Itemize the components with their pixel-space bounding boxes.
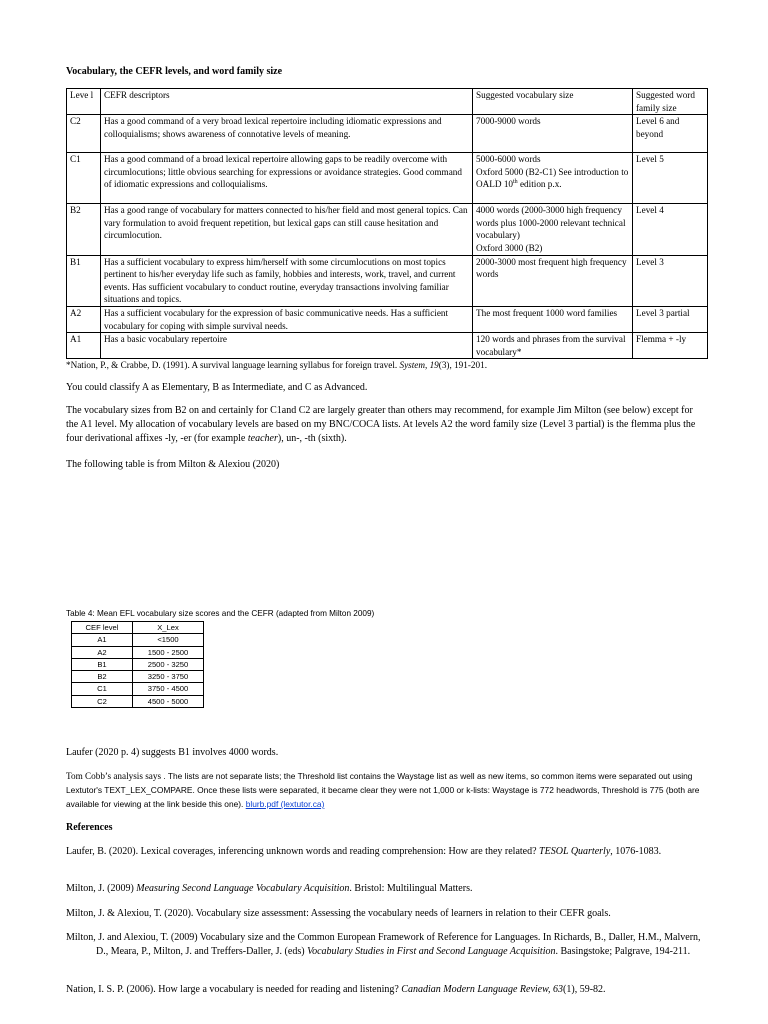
reference-text: Milton, J. and Alexiou, T. (2009) Vocabulary size and the Common European Framework of Reference for Languages. In Richards, B., Daller, H.M., Malvern, D., Meara, P., Milton, J. and Treffers-Daller, J. (eds) xyxy=(66,932,701,957)
table-row xyxy=(72,695,204,707)
reference-title: Vocabulary Studies in First and Second Language Acquisition xyxy=(307,945,556,957)
reference-title: Canadian Modern Language Review, 63 xyxy=(401,984,564,995)
level-cell: B2 xyxy=(67,204,101,255)
level-cell: A1 xyxy=(72,634,133,646)
blurb-link[interactable]: blurb.pdf (lextutor.ca) xyxy=(245,799,325,809)
value-cell: 1500 - 2500 xyxy=(133,646,204,658)
document-title: Vocabulary, the CEFR levels, and word family size xyxy=(66,66,283,77)
level-cell: C2 xyxy=(72,695,133,707)
family-cell: Level 6 and beyond xyxy=(633,115,708,153)
reference-text: . Bristol: Multilingual Matters. xyxy=(349,883,473,894)
paragraph-text: Tom Cobb’s analysis says xyxy=(66,771,164,781)
reference-title: TESOL Quarterly xyxy=(539,846,611,857)
level-cell: C1 xyxy=(67,153,101,204)
level-cell: C2 xyxy=(67,115,101,153)
family-cell: Level 3 partial xyxy=(633,306,708,332)
reference-item xyxy=(66,907,706,921)
value-cell: 3750 - 4500 xyxy=(133,683,204,695)
level-cell: A1 xyxy=(67,333,101,359)
table-header-row xyxy=(67,89,708,115)
family-cell: Level 3 xyxy=(633,255,708,306)
table-row xyxy=(67,306,708,332)
value-cell: 4500 - 5000 xyxy=(133,695,204,707)
table-row xyxy=(67,204,708,255)
vocab-cell xyxy=(473,153,633,204)
reference-text: Milton, J. & Alexiou, T. (2020). Vocabulary size assessment: Assessing the vocabulary needs of learners in relation to their CEFR goals. xyxy=(66,908,611,919)
table-row xyxy=(67,333,708,359)
descriptor-cell: Has a good range of vocabulary for matters connected to his/her field and most general topics. Can vary formulation to avoid frequent repetition, but lexical gaps can still cause hesitation and circumlocution. xyxy=(101,204,473,255)
reference-text: , 1076-1083. xyxy=(610,846,662,857)
value-cell: <1500 xyxy=(133,634,204,646)
family-cell: Level 5 xyxy=(633,153,708,204)
descriptor-cell: Has a basic vocabulary repertoire xyxy=(101,333,473,359)
reference-item xyxy=(66,845,706,859)
table-row xyxy=(67,153,708,204)
header-family-size: Suggested word family size xyxy=(633,89,708,115)
header-vocab-size: Suggested vocabulary size xyxy=(473,89,633,115)
reference-text: (1), 59-82. xyxy=(563,984,606,995)
descriptor-cell: Has a sufficient vocabulary to express him/herself with some circumlocutions on most topics pertinent to his/her everyday life such as family, hobbies and interests, work, travel, and current events. Has sufficient vocabulary to conduct routine, everyday transactions involving familiar situations and topics. xyxy=(101,255,473,306)
table-row xyxy=(72,646,204,658)
header-x-lex: X_Lex xyxy=(133,622,204,634)
table4-caption: Table 4: Mean EFL vocabulary size scores and the CEFR (adapted from Milton 2009) xyxy=(66,609,375,618)
footnote xyxy=(66,358,706,372)
vocab-line: edition p.x. xyxy=(517,179,562,190)
level-cell: B1 xyxy=(67,255,101,306)
table-row xyxy=(72,634,204,646)
reference-text: Nation, I. S. P. (2006). How large a vocabulary is needed for reading and listening? xyxy=(66,984,402,995)
paragraph-following: The following table is from Milton & Alexiou (2020) xyxy=(66,459,280,470)
reference-item xyxy=(66,983,706,997)
footnote-text: (3), 191-201. xyxy=(438,360,488,370)
superscript: th xyxy=(513,179,518,186)
paragraph-example: teacher xyxy=(247,433,278,444)
table-row xyxy=(67,255,708,306)
level-cell: C1 xyxy=(72,683,133,695)
vocab-line: Oxford 5000 (B2-C1) See introduction to OALD 10 xyxy=(476,166,629,190)
level-cell: A2 xyxy=(67,306,101,332)
table-row xyxy=(72,671,204,683)
footnote-journal: System, 19 xyxy=(399,360,439,370)
level-cell: A2 xyxy=(72,646,133,658)
references-heading: References xyxy=(66,822,113,833)
paragraph-text: The vocabulary sizes from B2 on and certainly for C1and C2 are largely greater than others may recommend, for example Jim Milton (see below) except for the A1 level. My allocation of vocabulary levels are based on my BNC/COCA lists. At levels A2 the word family size (Level 3 partial) is the flemma plus the four derivational affixes -ly, -er (for example xyxy=(66,405,696,444)
reference-item xyxy=(66,882,706,896)
paragraph-quote: . The lists are not separate lists; the Threshold list contains the Waystage list as well as new items, so common items were separated out using Lextutor's TEXT_LEX_COMPARE. Once these lists were separated, it became clear they were not 1,000 or k-lists: Waystage is 772 headwords, Threshold is 775 (both are available for viewing at the link beside this one). xyxy=(66,771,700,809)
milton-table xyxy=(71,621,204,708)
value-cell: 2500 - 3250 xyxy=(133,658,204,670)
family-cell: Flemma + -ly xyxy=(633,333,708,359)
level-cell: B2 xyxy=(72,671,133,683)
family-cell: Level 4 xyxy=(633,204,708,255)
header-level: Leve l xyxy=(67,89,101,115)
vocab-line: Oxford 3000 (B2) xyxy=(476,242,543,253)
vocab-cell: 120 words and phrases from the survival vocabulary* xyxy=(473,333,633,359)
vocab-cell xyxy=(473,204,633,255)
paragraph-classify: You could classify A as Elementary, B as Intermediate, and C as Advanced. xyxy=(66,382,368,393)
level-cell: B1 xyxy=(72,658,133,670)
paragraph-cobb xyxy=(66,769,706,811)
reference-title: Measuring Second Language Vocabulary Acquisition xyxy=(136,883,350,894)
table-header-row xyxy=(72,622,204,634)
paragraph-sizes xyxy=(66,404,706,446)
table-row xyxy=(72,658,204,670)
header-cef-level: CEF level xyxy=(72,622,133,634)
table-row xyxy=(67,115,708,153)
vocab-cell: 7000-9000 words xyxy=(473,115,633,153)
vocab-cell: 2000-3000 most frequent high frequency words xyxy=(473,255,633,306)
cefr-vocabulary-table xyxy=(66,88,708,359)
header-descriptors: CEFR descriptors xyxy=(101,89,473,115)
vocab-line: 5000-6000 words xyxy=(476,154,541,165)
vocab-cell: The most frequent 1000 word families xyxy=(473,306,633,332)
table-row xyxy=(72,683,204,695)
reference-item xyxy=(66,931,706,958)
footnote-text: *Nation, P., & Crabbe, D. (1991). A survival language learning syllabus for foreign travel. xyxy=(66,360,400,370)
reference-text: . Basingstoke; Palgrave, 194-211. xyxy=(555,945,691,957)
reference-text: Laufer, B. (2020). Lexical coverages, inferencing unknown words and reading comprehension: How are they related? xyxy=(66,846,540,857)
vocab-line: 4000 words (2000-3000 high frequency words plus 1000-2000 relevant technical vocabulary) xyxy=(476,205,626,241)
descriptor-cell: Has a good command of a broad lexical repertoire allowing gaps to be readily overcome with circumlocutions; little obvious searching for expressions or avoidance strategies. Good command of idiomatic expressions and colloquialisms. xyxy=(101,153,473,204)
descriptor-cell: Has a sufficient vocabulary for the expression of basic communicative needs. Has a sufficient vocabulary for coping with simple survival needs. xyxy=(101,306,473,332)
paragraph-laufer: Laufer (2020 p. 4) suggests B1 involves 4000 words. xyxy=(66,747,279,758)
reference-text: Milton, J. (2009) xyxy=(66,883,137,894)
descriptor-cell: Has a good command of a very broad lexical repertoire including idiomatic expressions and colloquialisms; shows awareness of connotative levels of meaning. xyxy=(101,115,473,153)
paragraph-text: ), un-, -th (sixth). xyxy=(277,433,347,444)
value-cell: 3250 - 3750 xyxy=(133,671,204,683)
